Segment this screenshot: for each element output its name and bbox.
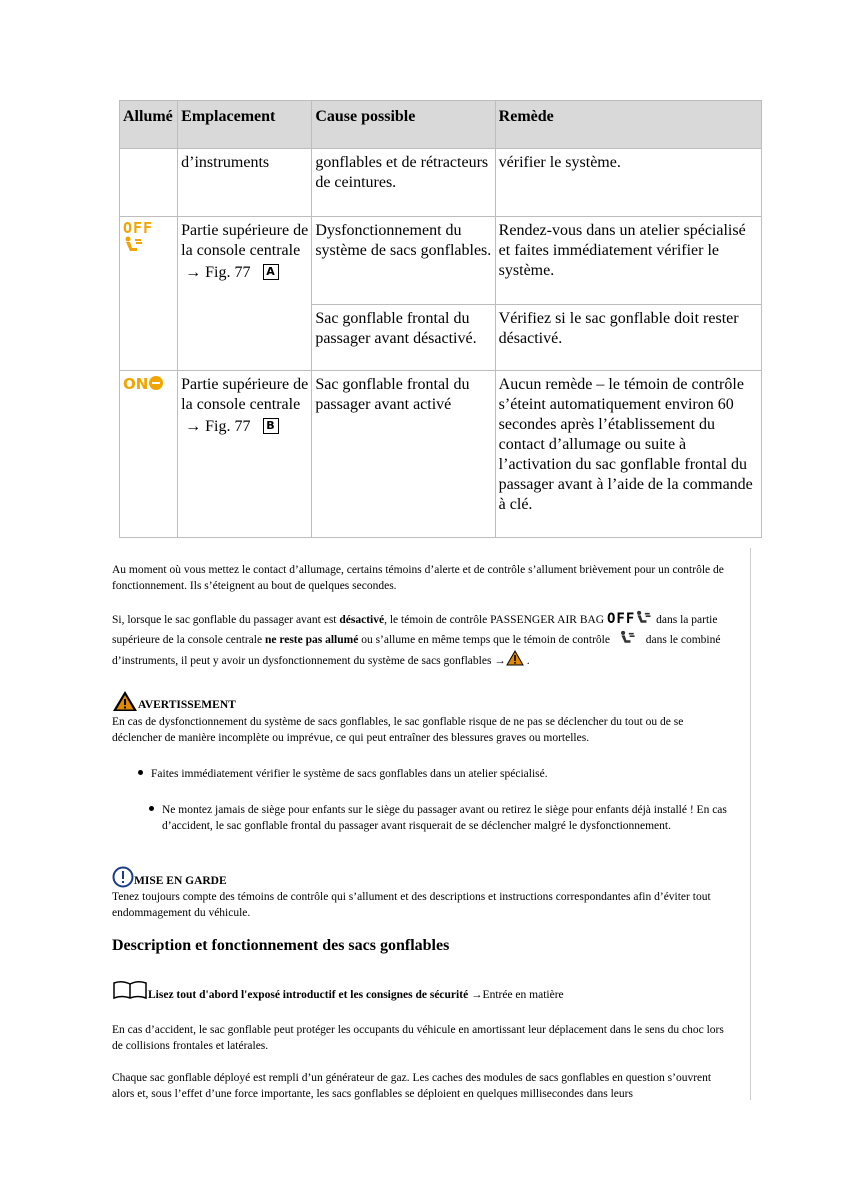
caution-exclamation-icon	[112, 866, 134, 888]
table-cell	[178, 371, 312, 538]
table-cell: Rendez-vous dans un atelier spécialisé et faites immédiatement vérifier le système.	[495, 217, 761, 305]
table-cell	[120, 149, 178, 217]
caution-text: Tenez toujours compte des témoins de contrôle qui s’allument et des descriptions et instructions correspondantes afin d’éviter tout endommagement du véhicule.	[112, 891, 711, 919]
airbag-warning-lamp-icon	[619, 630, 637, 644]
section-paragraph-1: En cas d’accident, le sac gonflable peut protéger les occupants du véhicule en amortissant leur déplacement dans le sens du choc lors de collisions frontales et latérales.	[112, 1024, 724, 1052]
bullet-icon	[149, 806, 154, 811]
table-cell: Vérifiez si le sac gonflable doit rester désactivé.	[495, 305, 761, 371]
fig-letter-b: B	[263, 418, 279, 434]
section-paragraph-2: Chaque sac gonflable déployé est rempli d’un générateur de gaz. Les caches des modules de sacs gonflables en question s’ouvrent alors et, sous l’effet d’une force importante, les sacs gonflables se déploient en quelques millisecondes dans leurs	[112, 1072, 712, 1100]
table-cell: Aucun remède – le témoin de contrôle s’éteint automatiquement environ 60 secondes après l’établissement du contact d’allumage ou suite à l’activation du sac gonflable frontal du passager avant à l’aide de la commande à clé.	[495, 371, 761, 538]
fig-link[interactable]: → Fig. 77	[185, 418, 251, 435]
table-cell: Sac gonflable frontal du passager avant désactivé.	[312, 305, 495, 371]
table-cell	[120, 371, 178, 538]
list-item: Ne montez jamais de siège pour enfants sur le siège du passager avant ou retirez le siège pour enfants déjà installé ! En cas d’accident, le sac gonflable frontal du passager avant risquerait de se déclencher malgré le dysfonctionnement.	[138, 802, 736, 834]
table-cell	[178, 217, 312, 371]
table-cell: Sac gonflable frontal du passager avant activé	[312, 371, 495, 538]
warning-triangle-icon[interactable]	[506, 650, 524, 666]
off-indicator-icon: OFF	[606, 611, 636, 627]
warning-title: AVERTISSEMENT	[138, 699, 236, 711]
book-icon	[112, 980, 148, 1000]
location-text: Partie supérieure de la console centrale	[181, 222, 309, 259]
caution-header	[112, 866, 227, 889]
fig-reference	[181, 417, 308, 437]
table-cell: gonflables et de rétracteurs de ceintures.	[312, 149, 495, 217]
section-title: Description et fonctionnement des sacs gonflables	[112, 937, 450, 954]
malfunction-paragraph: Si, lorsque le sac gonflable du passager avant est désactivé, le témoin de contrôle PASSENGER AIR BAG OFF dans la partie supérieure de la console centrale ne reste pas allumé ou s’allume en même temps que le témoin de contrôle dans le combiné d’instruments, il peut y avoir un dysfonctionnement du système de sacs gonflables → .	[112, 611, 721, 667]
intro-paragraph: Au moment où vous mettez le contact d’allumage, certains témoins d’alerte et de contrôle s’allument brièvement pour un contrôle de fonctionnement. Ils s’éteignent au bout de quelques secondes.	[112, 564, 724, 592]
airbag-off-warning-icon: OFF	[123, 221, 174, 258]
header-remede: Remède	[495, 101, 761, 149]
table-cell	[120, 217, 178, 371]
location-text: Partie supérieure de la console centrale	[181, 376, 309, 413]
airbag-seat-icon	[635, 610, 653, 624]
caution-title: MISE EN GARDE	[134, 875, 227, 887]
table-row	[120, 149, 762, 217]
read-first-note: Lisez tout d'abord l'exposé introductif et les consignes de sécurité →Entrée en matière	[112, 980, 564, 1003]
header-cause: Cause possible	[312, 101, 495, 149]
fig-reference	[181, 263, 308, 283]
entree-en-matiere-link[interactable]: →Entrée en matière	[468, 989, 564, 1001]
table-cell: d’instruments	[178, 149, 312, 217]
header-allume: Allumé	[120, 101, 178, 149]
airbag-indicator-table	[119, 100, 762, 538]
warning-text: En cas de dysfonctionnement du système de sacs gonflables, le sac gonflable risque de ne pas se déclencher du tout ou de se déclencher de manière incomplète ou imprévue, ce qui peut entraîner des blessures graves ou mortelles.	[112, 716, 684, 744]
fig-letter-a: A	[263, 264, 279, 280]
table-row	[120, 217, 762, 305]
airbag-seat-icon	[123, 236, 145, 252]
fig-link[interactable]: → Fig. 77	[185, 264, 251, 281]
table-cell: vérifier le système.	[495, 149, 761, 217]
page-right-rule	[750, 548, 751, 1100]
list-item: Faites immédiatement vérifier le système de sacs gonflables dans un atelier spécialisé.	[138, 766, 738, 782]
airbag-circle-icon	[148, 375, 164, 391]
table-cell: Dysfonctionnement du système de sacs gonflables.	[312, 217, 495, 305]
table-row	[120, 371, 762, 538]
airbag-on-icon: ON	[123, 375, 174, 395]
bullet-icon	[138, 770, 143, 775]
header-emplacement: Emplacement	[178, 101, 312, 149]
table-header-row	[120, 101, 762, 149]
warning-triangle-icon	[112, 690, 138, 712]
warning-header	[112, 690, 236, 713]
